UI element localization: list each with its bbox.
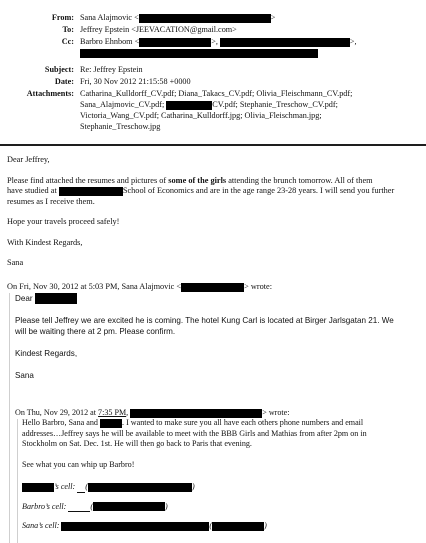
message-body bbox=[7, 155, 419, 269]
cell-label: ’s cell: bbox=[54, 482, 76, 491]
to-label: To: bbox=[62, 25, 74, 34]
paragraph bbox=[7, 176, 419, 208]
quoted-line: See what you can whip up Barbro! bbox=[22, 459, 135, 469]
redaction-block bbox=[212, 522, 264, 531]
quoted-line bbox=[22, 418, 422, 429]
cell-label: Barbro’s cell: bbox=[22, 501, 67, 511]
text: , bbox=[126, 408, 129, 417]
paren: ( bbox=[85, 482, 88, 491]
from-close: > bbox=[270, 13, 276, 22]
subject-value: Re: Jeffrey Epstein bbox=[80, 65, 143, 74]
cell-label: Sana’s cell: bbox=[22, 521, 60, 530]
subject-label: Subject: bbox=[44, 65, 74, 74]
text: On Fri, Nov 30, 2012 at 5:03 PM, Sana Alajmovic < bbox=[7, 282, 182, 291]
cc-sep: >, bbox=[349, 37, 357, 46]
quoted-message-2 bbox=[22, 418, 422, 532]
attachment-item[interactable]: Sana_Alajmovic_CV.pdf; bbox=[80, 100, 165, 109]
text: Dear bbox=[15, 294, 33, 303]
signature: Sana bbox=[7, 258, 24, 267]
greeting: Dear Jeffrey, bbox=[7, 155, 50, 164]
paren: ) bbox=[165, 501, 168, 511]
text: > wrote: bbox=[262, 408, 290, 417]
paragraph: Hope your travels proceed safely! bbox=[7, 217, 120, 226]
from-label: From: bbox=[51, 13, 74, 22]
redaction-block bbox=[181, 283, 244, 292]
cc-name: Barbro Ehnbom < bbox=[80, 37, 140, 46]
redaction-block bbox=[61, 522, 209, 531]
text: School of Economics and are in the age range 23-28 years. I will send you further bbox=[122, 186, 395, 195]
header-divider bbox=[0, 144, 426, 146]
cc-sep: >, bbox=[211, 37, 220, 46]
text: Please find attached the resumes and pictures of bbox=[7, 175, 169, 185]
cc-value bbox=[80, 36, 357, 47]
attachments-list bbox=[80, 88, 380, 132]
quote-bar-2 bbox=[17, 419, 18, 543]
redaction-block bbox=[166, 101, 212, 110]
paren: ) bbox=[191, 482, 195, 491]
email-header bbox=[0, 0, 426, 145]
attachment-item[interactable]: CV.pdf; Stephanie_Treschow_CV.pdf; bbox=[212, 100, 338, 109]
attachments-label: Attachments: bbox=[26, 89, 74, 98]
text: On Thu, Nov 29, 2012 at bbox=[15, 408, 99, 417]
blank bbox=[68, 511, 90, 512]
paragraph: With Kindest Regards, bbox=[7, 237, 83, 247]
to-value: Jeffrey Epstein <JEEVACATION@gmail.com> bbox=[80, 25, 237, 34]
attachment-line[interactable]: Stephanie_Treschow.jpg bbox=[80, 122, 161, 131]
redaction-block bbox=[35, 293, 77, 304]
quote-bar bbox=[9, 293, 10, 543]
quoted-line: Please tell Jeffrey we are excited he is coming. The hotel Kung Carl is located at Birger Jarlsgatan 21. We bbox=[15, 316, 394, 326]
quote-intro bbox=[7, 282, 419, 293]
redaction-block bbox=[88, 483, 192, 492]
redaction-block bbox=[130, 409, 262, 418]
paren: ) bbox=[264, 521, 267, 530]
text: attending the brunch tomorrow. All of them bbox=[226, 175, 373, 185]
text: . I wanted to make sure you all have each others phone numbers and email bbox=[122, 418, 364, 427]
quoted-signature: Sana bbox=[15, 371, 34, 381]
time-link[interactable]: 7:35 PM bbox=[98, 408, 127, 417]
cell-row bbox=[22, 502, 422, 513]
attachment-line[interactable]: Victoria_Wang_CV.pdf; Catharina_Kulldorff.jpg; Olivia_Fleischman.jpg; bbox=[80, 111, 322, 120]
quoted-line: Stockholm on Sat. Dec. 1st. He will then go back to Paris that evening. bbox=[22, 439, 252, 448]
text: have studied at bbox=[7, 186, 57, 195]
attachment-line[interactable]: Catharina_Kulldorff_CV.pdf; Diana_Takacs_CV.pdf; Olivia_Fleischmann_CV.pdf; bbox=[80, 89, 353, 98]
cc-value-2 bbox=[80, 47, 318, 58]
redaction-block bbox=[100, 419, 122, 428]
quoted-line: addresses…Jeffrey says he will be available to meet with the BBB Girls and Mathias from after 2pm on in bbox=[22, 428, 367, 438]
paren: ( bbox=[90, 501, 94, 511]
cc-label: Cc: bbox=[61, 37, 74, 46]
redaction-block bbox=[139, 14, 271, 23]
text: resumes as I receive them. bbox=[7, 196, 95, 206]
from-name: Sana Alajmovic < bbox=[80, 13, 139, 22]
redaction-block bbox=[93, 502, 165, 511]
from-value bbox=[80, 12, 275, 23]
cell-row bbox=[22, 521, 422, 532]
quoted-greeting bbox=[15, 293, 423, 304]
redaction-block bbox=[22, 483, 54, 492]
redaction-block bbox=[220, 38, 350, 47]
text: > wrote: bbox=[244, 282, 273, 291]
date-value: Fri, 30 Nov 2012 21:15:58 +0000 bbox=[80, 77, 191, 86]
cell-row bbox=[22, 482, 422, 493]
attachment-line[interactable] bbox=[80, 99, 380, 110]
blank bbox=[77, 492, 85, 493]
quoted-message bbox=[15, 293, 423, 381]
date-label: Date: bbox=[54, 77, 74, 86]
redaction-block bbox=[59, 187, 123, 196]
quoted-line: will be waiting there at 2 pm. Please confirm. bbox=[15, 327, 176, 337]
text: Hello Barbro, Sana and bbox=[22, 418, 98, 427]
bold-text: some of the girls bbox=[168, 175, 227, 185]
redaction-block bbox=[139, 38, 211, 47]
paren: ( bbox=[209, 521, 213, 530]
quoted-regards: Kindest Regards, bbox=[15, 349, 78, 359]
quote-intro-2 bbox=[15, 408, 423, 419]
redaction-block bbox=[80, 49, 318, 58]
